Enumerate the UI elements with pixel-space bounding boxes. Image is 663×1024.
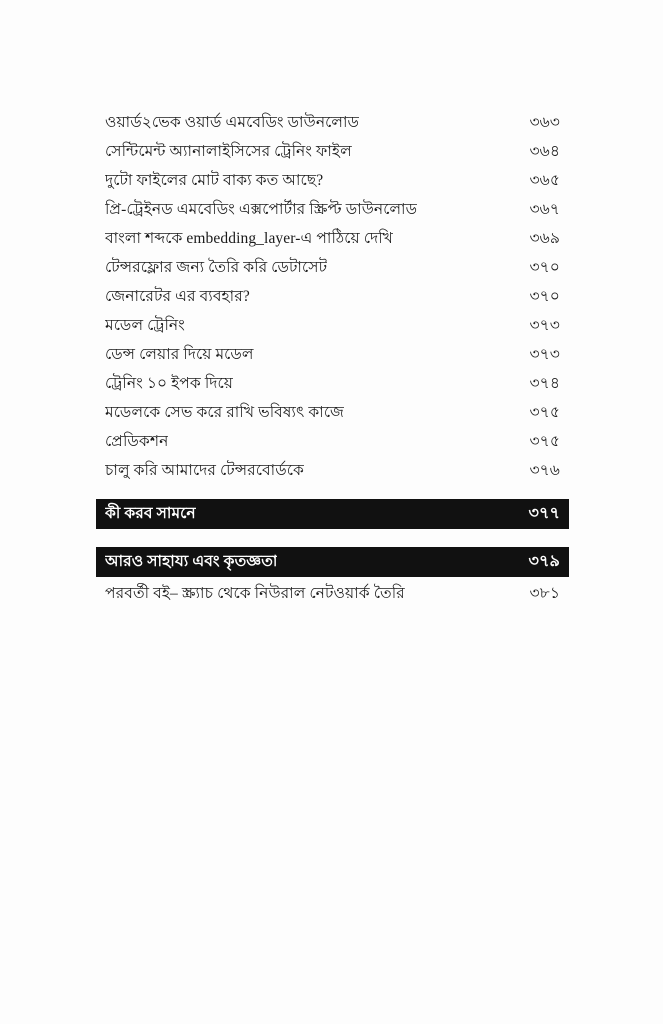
toc-entry[interactable] [105, 224, 560, 253]
toc-section-band [105, 499, 560, 529]
toc-entry-page-number: ৩৭০ [529, 288, 560, 305]
toc-entry[interactable] [105, 108, 560, 137]
toc-entry[interactable] [105, 398, 560, 427]
toc-entry[interactable] [105, 456, 560, 485]
toc-entry-title: আরও সাহায্য এবং কৃতজ্ঞতা [105, 553, 278, 570]
toc-entry-page-number: ৩৭৭ [528, 505, 560, 522]
toc-entry[interactable] [105, 369, 560, 398]
toc-entry-title: প্রেডিকশন [105, 433, 169, 450]
toc-entry-page-number: ৩৬৭ [529, 201, 560, 218]
toc-section-band [105, 547, 560, 577]
toc-entry-title: ডেন্স লেয়ার দিয়ে মডেল [105, 346, 254, 363]
toc-entry-title: বাংলা শব্দকে embedding_layer-এ পাঠিয়ে দেখি [105, 230, 393, 247]
toc-entry-page-number: ৩৭৪ [529, 375, 560, 392]
toc-entry[interactable] [105, 427, 560, 456]
table-of-contents [105, 108, 560, 608]
toc-entry-title: ট্রেনিং ১০ ইপক দিয়ে [105, 375, 233, 392]
toc-entry-title: মডেল ট্রেনিং [105, 317, 185, 334]
toc-entry-title: কী করব সামনে [105, 505, 196, 522]
toc-entry-highlighted[interactable] [96, 499, 569, 529]
toc-entry[interactable] [105, 340, 560, 369]
toc-entry-title: জেনারেটর এর ব্যবহার? [105, 288, 250, 305]
toc-entry-page-number: ৩৬৫ [529, 172, 560, 189]
toc-entry-title: ওয়ার্ড২ভেক ওয়ার্ড এমবেডিং ডাউনলোড [105, 114, 360, 131]
toc-entry-page-number: ৩৭৩ [529, 317, 560, 334]
toc-entry-page-number: ৩৬৪ [529, 143, 560, 160]
toc-entry-page-number: ৩৭৩ [529, 346, 560, 363]
toc-entry-page-number: ৩৬৩ [529, 114, 560, 131]
toc-entry[interactable] [105, 137, 560, 166]
toc-entry[interactable] [105, 166, 560, 195]
toc-entry[interactable] [105, 282, 560, 311]
toc-entry-page-number: ৩৮১ [529, 585, 560, 602]
toc-entry[interactable] [105, 579, 560, 608]
toc-entry-title: মডেলকে সেভ করে রাখি ভবিষ্যৎ কাজে [105, 404, 345, 421]
toc-entry-title: পরবর্তী বই– স্ক্র্যাচ থেকে নিউরাল নেটওয়ার্ক তৈরি [105, 585, 405, 602]
toc-entry[interactable] [105, 311, 560, 340]
toc-entry-title: চালু করি আমাদের টেন্সরবোর্ডকে [105, 462, 304, 479]
toc-entry-page-number: ৩৭০ [529, 259, 560, 276]
toc-entry-page-number: ৩৬৯ [529, 230, 560, 247]
toc-entry-page-number: ৩৭৯ [528, 553, 560, 570]
toc-entry-title: দুটো ফাইলের মোট বাক্য কত আছে? [105, 172, 324, 189]
toc-entry-title: প্রি-ট্রেইনড এমবেডিং এক্সপোর্টার স্ক্রিপ্ট ডাউনলোড [105, 201, 418, 218]
toc-entry-title: টেন্সরফ্লোর জন্য তৈরি করি ডেটাসেট [105, 259, 328, 276]
toc-entry[interactable] [105, 253, 560, 282]
toc-entry-highlighted[interactable] [96, 547, 569, 577]
toc-entry-title: সেন্টিমেন্ট অ্যানালাইসিসের ট্রেনিং ফাইল [105, 143, 352, 160]
toc-entry-page-number: ৩৭৫ [529, 433, 560, 450]
toc-entry[interactable] [105, 195, 560, 224]
toc-entry-page-number: ৩৭৫ [529, 404, 560, 421]
toc-entry-page-number: ৩৭৬ [529, 462, 560, 479]
